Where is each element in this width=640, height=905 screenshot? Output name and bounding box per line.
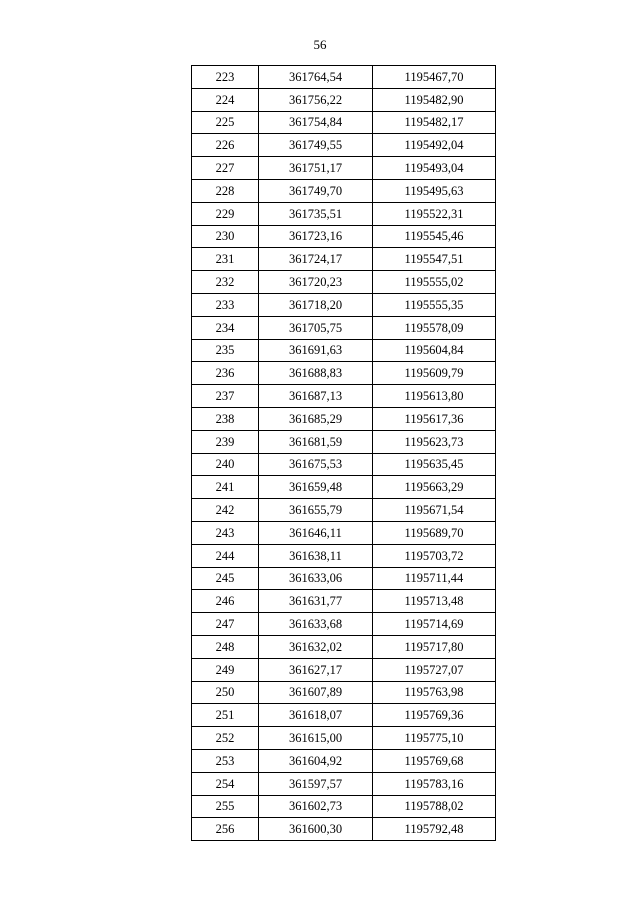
y-coordinate-cell: 1195727,07 (373, 658, 496, 681)
table-row (192, 202, 496, 225)
table-row (192, 567, 496, 590)
point-number-cell: 255 (192, 795, 259, 818)
x-coordinate-cell: 361688,83 (259, 362, 373, 385)
y-coordinate-cell: 1195717,80 (373, 635, 496, 658)
y-coordinate-cell: 1195555,02 (373, 271, 496, 294)
y-coordinate-cell: 1195711,44 (373, 567, 496, 590)
y-coordinate-cell: 1195635,45 (373, 453, 496, 476)
point-number-cell: 239 (192, 430, 259, 453)
point-number-cell: 247 (192, 613, 259, 636)
point-number-cell: 246 (192, 590, 259, 613)
y-coordinate-cell: 1195617,36 (373, 407, 496, 430)
y-coordinate-cell: 1195713,48 (373, 590, 496, 613)
point-number-cell: 237 (192, 385, 259, 408)
y-coordinate-cell: 1195604,84 (373, 339, 496, 362)
table-row (192, 385, 496, 408)
x-coordinate-cell: 361756,22 (259, 88, 373, 111)
x-coordinate-cell: 361687,13 (259, 385, 373, 408)
table-row (192, 225, 496, 248)
y-coordinate-cell: 1195578,09 (373, 316, 496, 339)
page-number: 56 (313, 37, 327, 52)
point-number-cell: 234 (192, 316, 259, 339)
table-row (192, 499, 496, 522)
point-number-cell: 224 (192, 88, 259, 111)
y-coordinate-cell: 1195763,98 (373, 681, 496, 704)
point-number-cell: 235 (192, 339, 259, 362)
point-number-cell: 256 (192, 818, 259, 841)
y-coordinate-cell: 1195769,68 (373, 749, 496, 772)
point-number-cell: 241 (192, 476, 259, 499)
table-row (192, 157, 496, 180)
table-row (192, 772, 496, 795)
x-coordinate-cell: 361631,77 (259, 590, 373, 613)
coordinates-table (191, 65, 496, 841)
x-coordinate-cell: 361754,84 (259, 111, 373, 134)
x-coordinate-cell: 361751,17 (259, 157, 373, 180)
x-coordinate-cell: 361735,51 (259, 202, 373, 225)
table-row (192, 407, 496, 430)
point-number-cell: 240 (192, 453, 259, 476)
y-coordinate-cell: 1195671,54 (373, 499, 496, 522)
point-number-cell: 233 (192, 293, 259, 316)
coordinates-table-body (192, 66, 496, 841)
x-coordinate-cell: 361615,00 (259, 727, 373, 750)
table-row (192, 613, 496, 636)
table-row (192, 658, 496, 681)
y-coordinate-cell: 1195663,29 (373, 476, 496, 499)
table-row (192, 635, 496, 658)
point-number-cell: 253 (192, 749, 259, 772)
x-coordinate-cell: 361685,29 (259, 407, 373, 430)
table-row (192, 339, 496, 362)
table-row (192, 453, 496, 476)
x-coordinate-cell: 361675,53 (259, 453, 373, 476)
y-coordinate-cell: 1195482,90 (373, 88, 496, 111)
x-coordinate-cell: 361633,68 (259, 613, 373, 636)
table-row (192, 727, 496, 750)
table-row (192, 544, 496, 567)
y-coordinate-cell: 1195623,73 (373, 430, 496, 453)
y-coordinate-cell: 1195703,72 (373, 544, 496, 567)
point-number-cell: 251 (192, 704, 259, 727)
x-coordinate-cell: 361723,16 (259, 225, 373, 248)
table-row (192, 293, 496, 316)
table-row (192, 362, 496, 385)
point-number-cell: 244 (192, 544, 259, 567)
x-coordinate-cell: 361597,57 (259, 772, 373, 795)
y-coordinate-cell: 1195482,17 (373, 111, 496, 134)
table-row (192, 88, 496, 111)
point-number-cell: 250 (192, 681, 259, 704)
y-coordinate-cell: 1195613,80 (373, 385, 496, 408)
table-row (192, 818, 496, 841)
y-coordinate-cell: 1195689,70 (373, 521, 496, 544)
point-number-cell: 226 (192, 134, 259, 157)
point-number-cell: 254 (192, 772, 259, 795)
y-coordinate-cell: 1195547,51 (373, 248, 496, 271)
y-coordinate-cell: 1195495,63 (373, 179, 496, 202)
point-number-cell: 243 (192, 521, 259, 544)
table-row (192, 271, 496, 294)
x-coordinate-cell: 361681,59 (259, 430, 373, 453)
point-number-cell: 242 (192, 499, 259, 522)
table-row (192, 590, 496, 613)
table-row (192, 521, 496, 544)
y-coordinate-cell: 1195792,48 (373, 818, 496, 841)
point-number-cell: 232 (192, 271, 259, 294)
x-coordinate-cell: 361638,11 (259, 544, 373, 567)
point-number-cell: 249 (192, 658, 259, 681)
point-number-cell: 238 (192, 407, 259, 430)
y-coordinate-cell: 1195522,31 (373, 202, 496, 225)
table-row (192, 248, 496, 271)
table-row (192, 316, 496, 339)
point-number-cell: 236 (192, 362, 259, 385)
point-number-cell: 245 (192, 567, 259, 590)
y-coordinate-cell: 1195769,36 (373, 704, 496, 727)
x-coordinate-cell: 361724,17 (259, 248, 373, 271)
x-coordinate-cell: 361604,92 (259, 749, 373, 772)
point-number-cell: 228 (192, 179, 259, 202)
point-number-cell: 252 (192, 727, 259, 750)
x-coordinate-cell: 361705,75 (259, 316, 373, 339)
point-number-cell: 225 (192, 111, 259, 134)
x-coordinate-cell: 361607,89 (259, 681, 373, 704)
table-row (192, 795, 496, 818)
y-coordinate-cell: 1195609,79 (373, 362, 496, 385)
table-row (192, 66, 496, 89)
x-coordinate-cell: 361655,79 (259, 499, 373, 522)
x-coordinate-cell: 361764,54 (259, 66, 373, 89)
point-number-cell: 248 (192, 635, 259, 658)
y-coordinate-cell: 1195788,02 (373, 795, 496, 818)
point-number-cell: 230 (192, 225, 259, 248)
x-coordinate-cell: 361749,55 (259, 134, 373, 157)
x-coordinate-cell: 361600,30 (259, 818, 373, 841)
x-coordinate-cell: 361632,02 (259, 635, 373, 658)
x-coordinate-cell: 361659,48 (259, 476, 373, 499)
table-row (192, 179, 496, 202)
x-coordinate-cell: 361627,17 (259, 658, 373, 681)
point-number-cell: 229 (192, 202, 259, 225)
x-coordinate-cell: 361633,06 (259, 567, 373, 590)
x-coordinate-cell: 361691,63 (259, 339, 373, 362)
y-coordinate-cell: 1195714,69 (373, 613, 496, 636)
table-row (192, 681, 496, 704)
table-row (192, 704, 496, 727)
table-row (192, 430, 496, 453)
y-coordinate-cell: 1195467,70 (373, 66, 496, 89)
x-coordinate-cell: 361602,73 (259, 795, 373, 818)
y-coordinate-cell: 1195492,04 (373, 134, 496, 157)
table-row (192, 476, 496, 499)
x-coordinate-cell: 361618,07 (259, 704, 373, 727)
point-number-cell: 227 (192, 157, 259, 180)
x-coordinate-cell: 361749,70 (259, 179, 373, 202)
table-row (192, 134, 496, 157)
x-coordinate-cell: 361718,20 (259, 293, 373, 316)
table-row (192, 749, 496, 772)
y-coordinate-cell: 1195555,35 (373, 293, 496, 316)
table-row (192, 111, 496, 134)
y-coordinate-cell: 1195493,04 (373, 157, 496, 180)
x-coordinate-cell: 361720,23 (259, 271, 373, 294)
y-coordinate-cell: 1195775,10 (373, 727, 496, 750)
x-coordinate-cell: 361646,11 (259, 521, 373, 544)
y-coordinate-cell: 1195783,16 (373, 772, 496, 795)
y-coordinate-cell: 1195545,46 (373, 225, 496, 248)
point-number-cell: 223 (192, 66, 259, 89)
point-number-cell: 231 (192, 248, 259, 271)
